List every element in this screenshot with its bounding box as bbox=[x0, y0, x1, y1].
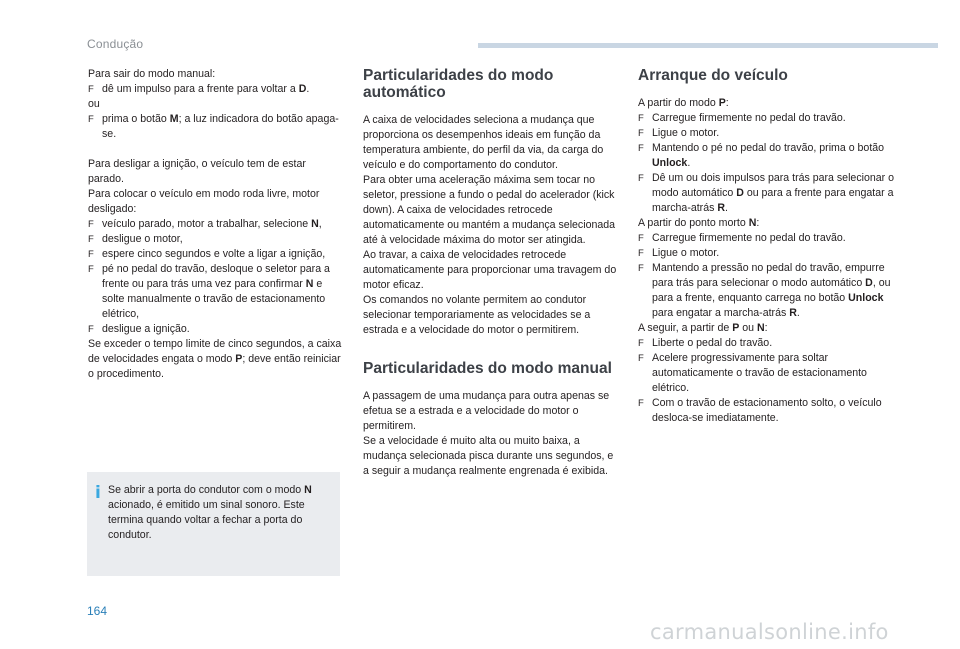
page-number: 164 bbox=[87, 604, 108, 618]
paragraph: A passagem de uma mudança para outra apenas se efetua se a estrada e a velocidade do motor o permitirem. bbox=[363, 390, 610, 432]
bullet-item: F desligue o motor, bbox=[88, 232, 343, 247]
section-title: Condução bbox=[87, 37, 144, 51]
bullet-item: F Carregue firmemente no pedal do travão. bbox=[638, 231, 896, 246]
bullet-item: F Com o travão de estacionamento solto, o veículo desloca-se imediatamente. bbox=[638, 396, 896, 426]
heading-vehicle-start: Arranque do veículo bbox=[638, 67, 788, 84]
info-icon: i bbox=[95, 483, 101, 503]
paragraph: A seguir, a partir de P ou N: bbox=[638, 322, 768, 334]
bullet-item: F pé no pedal do travão, desloque o seletor para a frente ou para trás uma vez para confirmar N e solte manualmente o travão de estacionamento elétrico, bbox=[88, 262, 343, 322]
bullet-item: F prima o botão M; a luz indicadora do botão apaga-se. bbox=[88, 112, 343, 142]
paragraph: Para colocar o veículo em modo roda livre, motor desligado: bbox=[88, 188, 320, 215]
paragraph: Ao travar, a caixa de velocidades retrocede automaticamente para proporcionar uma travagem do motor eficaz. bbox=[363, 249, 617, 291]
bullet-item: F Dê um ou dois impulsos para trás para selecionar o modo automático D ou para a frente para engatar a marcha-atrás R. bbox=[638, 171, 896, 216]
watermark: carmanualsonline.info bbox=[650, 620, 889, 644]
middle-column bbox=[363, 67, 617, 479]
paragraph: ou bbox=[88, 98, 100, 110]
info-text: Se abrir a porta do condutor com o modo N acionado, é emitido um sinal sonoro. Este termina quando voltar a fechar a porta do condutor. bbox=[108, 484, 312, 541]
paragraph: Para desligar a ignição, o veículo tem de estar parado. bbox=[88, 158, 306, 185]
info-box bbox=[87, 472, 340, 576]
paragraph: Para obter uma aceleração máxima sem tocar no seletor, pressione a fundo o pedal do acelerador (kick down). A caixa de velocidades retrocede automaticamente ou mantém a mudança selecionada até à velocidade máxima do motor ser atingida. bbox=[363, 174, 616, 246]
paragraph: Os comandos no volante permitem ao condutor selecionar temporariamente as velocidades se a estrada e a velocidade do motor o permitirem. bbox=[363, 294, 591, 336]
bullet-item: F desligue a ignição. bbox=[88, 322, 343, 337]
right-column bbox=[638, 67, 896, 426]
paragraph: A partir do ponto morto N: bbox=[638, 217, 760, 229]
heading-automatic-mode: Particularidades do modo automático bbox=[363, 67, 554, 101]
paragraph: A partir do modo P: bbox=[638, 97, 729, 109]
bullet-item: F veículo parado, motor a trabalhar, selecione N, bbox=[88, 217, 343, 232]
bullet-item: F Ligue o motor. bbox=[638, 246, 896, 261]
paragraph: Se exceder o tempo limite de cinco segundos, a caixa de velocidades engata o modo P; deve então reiniciar o procedimento. bbox=[88, 338, 342, 380]
bullet-item: F Ligue o motor. bbox=[638, 126, 896, 141]
bullet-item: F espere cinco segundos e volte a ligar a ignição, bbox=[88, 247, 343, 262]
left-column bbox=[88, 67, 343, 382]
bullet-item: F Liberte o pedal do travão. bbox=[638, 336, 896, 351]
bullet-item: F Mantendo o pé no pedal do travão, prima o botão Unlock. bbox=[638, 141, 896, 171]
bullet-item: F Acelere progressivamente para soltar automaticamente o travão de estacionamento elétrico. bbox=[638, 351, 896, 396]
paragraph: Se a velocidade é muito alta ou muito baixa, a mudança selecionada pisca durante uns segundos, e a seguir a mudança realmente engrenada é exibida. bbox=[363, 435, 614, 477]
paragraph: Para sair do modo manual: bbox=[88, 68, 216, 80]
header-bar bbox=[478, 43, 938, 48]
bullet-item: F Mantendo a pressão no pedal do travão, empurre para trás para selecionar o modo automático D, ou para a frente, enquanto carrega no botão Unlock para engatar a marcha-atrás R. bbox=[638, 261, 896, 321]
bullet-item: F dê um impulso para a frente para voltar a D. bbox=[88, 82, 343, 97]
bullet-item: F Carregue firmemente no pedal do travão. bbox=[638, 111, 896, 126]
paragraph: A caixa de velocidades seleciona a mudança que proporciona os desempenhos ideais em função da temperatura ambiente, do perfil da via, da carga do veículo e do comportamento do condutor. bbox=[363, 114, 604, 171]
heading-manual-mode: Particularidades do modo manual bbox=[363, 360, 612, 377]
